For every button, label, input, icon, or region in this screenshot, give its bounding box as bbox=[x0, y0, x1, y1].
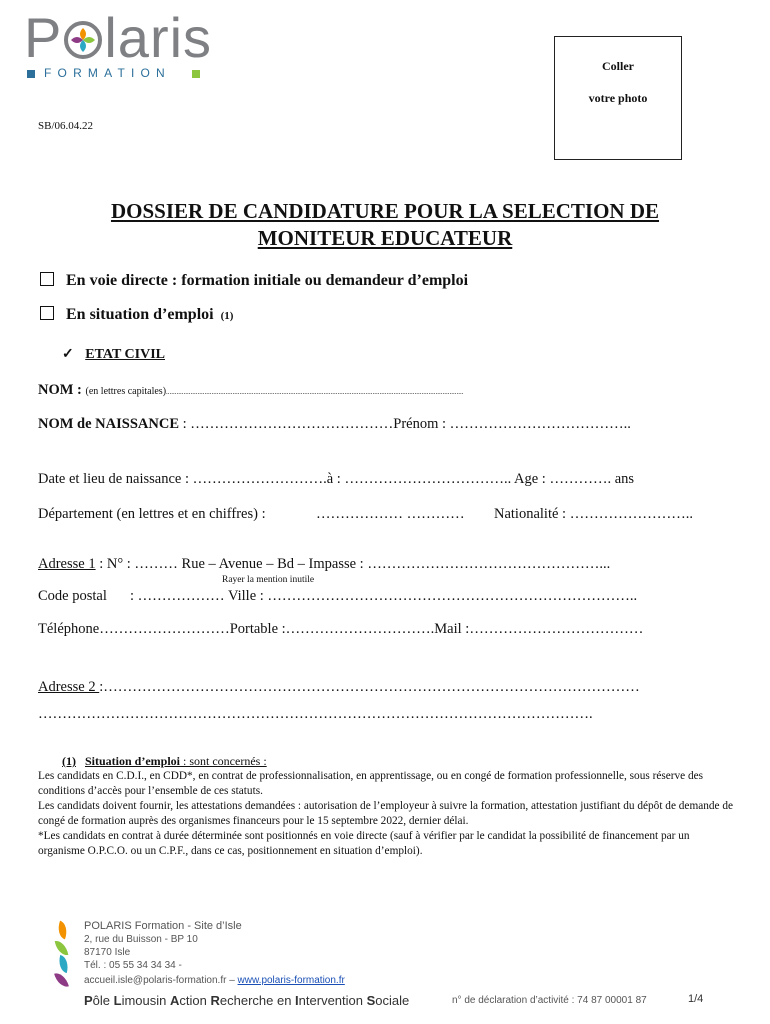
choice-situation-emploi-label: En situation d’emploi bbox=[66, 306, 214, 323]
page-title bbox=[0, 198, 770, 252]
checkbox-icon[interactable] bbox=[40, 306, 54, 320]
checkbox-icon[interactable] bbox=[40, 272, 54, 286]
field-adresse2-rest: :………………………………………………………………………………………………… bbox=[99, 679, 640, 695]
logo-subtitle: FORMATION bbox=[44, 66, 171, 80]
note-paragraph: Les candidats doivent fournir, les attestations demandées : autorisation de l’employeur à suivre la formation, attestation justifiant du dépôt de demande de congé de formation auprès des organismes financeurs pour le 15 septembre 2022, dernier délai. bbox=[38, 800, 734, 827]
logo-letter-p: P bbox=[24, 6, 63, 69]
logo-o-icon bbox=[63, 20, 103, 60]
field-nom-naissance-label: NOM de NAISSANCE bbox=[38, 416, 179, 432]
section-etat-civil bbox=[62, 346, 165, 363]
pole-word: ôle bbox=[92, 993, 114, 1008]
footer-address bbox=[84, 920, 242, 972]
field-adresse2[interactable] bbox=[38, 679, 640, 696]
footer-email[interactable]: accueil.isle@polaris-formation.fr – bbox=[84, 975, 238, 986]
pole-initial: A bbox=[170, 993, 180, 1008]
pole-initial: P bbox=[84, 993, 93, 1008]
title-line2: MONITEUR EDUCATEUR bbox=[257, 226, 513, 250]
section-title: ETAT CIVIL bbox=[85, 347, 165, 362]
field-nom-dots: .......................................................................................................................................................................... bbox=[166, 388, 464, 396]
footer-leaf-green-icon bbox=[55, 939, 69, 957]
footer-leaf-teal-icon bbox=[56, 955, 71, 973]
choice-situation-emploi[interactable] bbox=[40, 306, 233, 324]
field-nom-hint: (en lettres capitales) bbox=[85, 386, 167, 397]
field-nom[interactable] bbox=[38, 382, 464, 399]
field-adresse1[interactable] bbox=[38, 556, 610, 573]
photo-label-line2: votre photo bbox=[588, 91, 648, 105]
footer-tel: Tél. : 05 55 34 34 34 - bbox=[84, 960, 182, 971]
pole-word: ction bbox=[179, 993, 211, 1008]
field-code-postal-ville[interactable]: : ……………… Ville : ………………………………………………………………….. bbox=[130, 588, 638, 604]
pole-initial: I bbox=[295, 993, 299, 1008]
footer-addr1: 2, rue du Buisson - BP 10 bbox=[84, 934, 198, 945]
field-adresse2-line2[interactable]: ……………………………………………………………………………………………………. bbox=[38, 706, 593, 722]
page-number: 1/4 bbox=[688, 993, 704, 1005]
photo-label-line1: Coller bbox=[602, 59, 634, 73]
footer-contact bbox=[84, 975, 345, 986]
field-adresse1-label: Adresse 1 bbox=[38, 556, 96, 572]
pole-word: ntervention bbox=[298, 993, 367, 1008]
pole-initial: R bbox=[210, 993, 220, 1008]
note-heading bbox=[62, 754, 267, 769]
logo-square-blue bbox=[27, 70, 35, 78]
field-nom-naissance-rest: : ……………………………………Prénom : ……………………………….. bbox=[179, 416, 631, 432]
choice-note-ref: (1) bbox=[220, 310, 234, 322]
pole-word: ociale bbox=[375, 993, 410, 1008]
field-departement[interactable]: ……………… ………… bbox=[316, 506, 465, 522]
pole-word: echerche en bbox=[219, 993, 296, 1008]
note-number: (1) bbox=[62, 754, 76, 768]
footer-org: POLARIS Formation - Site d’Isle bbox=[84, 920, 242, 932]
field-date-lieu-naissance[interactable]: Date et lieu de naissance : ……………………….à : …………………………….. Age : …………. ans bbox=[38, 471, 635, 487]
pole-initial: S bbox=[366, 993, 376, 1008]
field-adresse1-rest: : N° : ……… Rue – Avenue – Bd – Impasse : …………………………………………... bbox=[95, 556, 611, 572]
logo-square-green bbox=[192, 70, 200, 78]
logo-letters: laris bbox=[104, 6, 213, 69]
check-icon: ✓ bbox=[62, 347, 74, 362]
footer-leaf-orange-icon bbox=[55, 921, 71, 940]
field-nom-label: NOM : bbox=[38, 382, 82, 398]
choice-voie-directe[interactable] bbox=[40, 272, 468, 290]
pole-word: imousin bbox=[121, 993, 171, 1008]
footer-declaration: n° de déclaration d’activité : 74 87 00001 87 bbox=[452, 995, 647, 1006]
polaris-logo bbox=[24, 8, 212, 68]
field-nationalite[interactable]: Nationalité : …………………….. bbox=[494, 506, 693, 522]
document-reference: SB/06.04.22 bbox=[38, 120, 94, 132]
field-code-postal-label: Code postal bbox=[38, 588, 107, 604]
note-title: Situation d’emploi bbox=[85, 754, 181, 768]
note-body bbox=[38, 769, 738, 859]
footer-website-link[interactable]: www.polaris-formation.fr bbox=[237, 975, 345, 986]
note-paragraph: *Les candidats en contrat à durée déterminée sont positionnés en voie directe (sauf à vérifier par le candidat la possibilité de financement par un organisme O.P.C.O. ou un C.P.F., dans ce cas, positionnement en situation d’emploi). bbox=[38, 830, 690, 857]
photo-box[interactable] bbox=[554, 36, 682, 160]
note-paragraph: Les candidats en C.D.I., en CDD*, en contrat de professionnalisation, en apprentissage, ou en congé de formation professionnelle, sous réserve des conditions d’accès pour l’ensemble de ces statuts. bbox=[38, 770, 704, 797]
title-line1: DOSSIER DE CANDIDATURE POUR LA SELECTION DE bbox=[110, 199, 660, 223]
rayer-mention-note: Rayer la mention inutile bbox=[222, 575, 315, 585]
field-nom-naissance[interactable] bbox=[38, 416, 631, 433]
note-title-rest: : sont concernés : bbox=[180, 754, 267, 768]
footer-addr2: 87170 Isle bbox=[84, 947, 131, 958]
choice-voie-directe-label: En voie directe : formation initiale ou demandeur d’emploi bbox=[66, 272, 469, 289]
pole-initial: L bbox=[113, 993, 122, 1008]
field-telephone-portable-mail[interactable]: Téléphone………………………Portable :………………………….Mail :……………………………… bbox=[38, 621, 644, 637]
footer-leaf-purple-icon bbox=[54, 971, 69, 989]
footer-pole bbox=[84, 993, 409, 1008]
field-departement-label: Département (en lettres et en chiffres) : bbox=[38, 506, 266, 522]
field-adresse2-label: Adresse 2 bbox=[38, 679, 100, 695]
